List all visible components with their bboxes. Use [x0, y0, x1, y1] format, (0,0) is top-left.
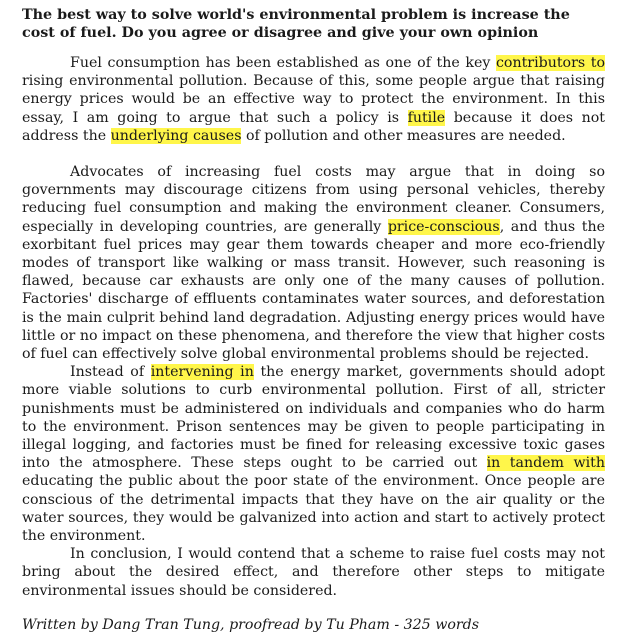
highlighted-phrase: intervening in: [150, 364, 254, 381]
highlighted-phrase: contributors to: [495, 55, 605, 71]
text-run: In conclusion, I would contend that a scheme to raise fuel costs may not bring about the desired effect, and therefore other steps to mitigate environmental issues should be considered.: [22, 546, 605, 599]
highlighted-phrase: price-conscious: [387, 218, 500, 235]
highlighted-phrase: futile: [407, 109, 446, 126]
author-byline: Written by Dang Tran Tung, proofread by Tu Pham - 325 words: [22, 616, 480, 633]
paragraph-body-2: [22, 363, 605, 545]
paragraph-body-1: [22, 163, 605, 363]
text-run: the energy market, governments should adopt more viable solutions to curb environmental pollution. First of all, stricter punishments must be administered on individuals and companies who do harm to the environment. Prison sentences may be given to people participating in illegal logging, and factories must be fined for releasing excessive toxic gases into the atmosphere. These steps ought to be carried out: [22, 364, 605, 472]
highlighted-phrase: in tandem with: [486, 455, 605, 472]
paragraph-conclusion: [22, 545, 605, 600]
text-run: because it does not address the: [22, 109, 605, 144]
text-run: educating the public about the poor state of the environment. Once people are conscious of the detrimental impacts that they have on the air quality or the water sources, they would be galvanized into action and start to actively protect the environment.: [22, 473, 605, 545]
text-run: of pollution and other measures are needed.: [241, 127, 566, 144]
paragraph-gap: [22, 145, 605, 163]
text-run: Instead of: [70, 364, 151, 381]
highlighted-phrase: underlying causes: [110, 127, 242, 144]
text-run: rising environmental pollution. Because of this, some people argue that raising energy prices would be an effective way to protect the environment. In this essay, I am going to argue that such a policy is: [22, 73, 605, 126]
paragraph-intro: [22, 54, 605, 145]
text-run: Advocates of increasing fuel costs may argue that in doing so governments may discourage citizens from using personal vehicles, thereby reducing fuel consumption and making the environment cleaner. Consumers, especially in developing countries, are generally: [22, 164, 605, 235]
text-run: , and thus the exorbitant fuel prices may gear them towards cheaper and more eco-friendly modes of transport like walking or mass transit. However, such reasoning is flawed, because car exhausts are only one of the many causes of pollution. Factories' discharge of effluents contaminates water sources, and deforestation is the main culprit behind land degradation. Adjusting energy prices would have little or no impact on these phenomena, and therefore the view that higher costs of fuel can effectively solve global environmental problems should be rejected.: [22, 218, 605, 363]
text-run: Fuel consumption has been established as one of the key: [70, 55, 496, 71]
essay-title: The best way to solve world's environmental problem is increase the cost of fuel. Do you agree or disagree and give your own opinion: [22, 7, 570, 41]
